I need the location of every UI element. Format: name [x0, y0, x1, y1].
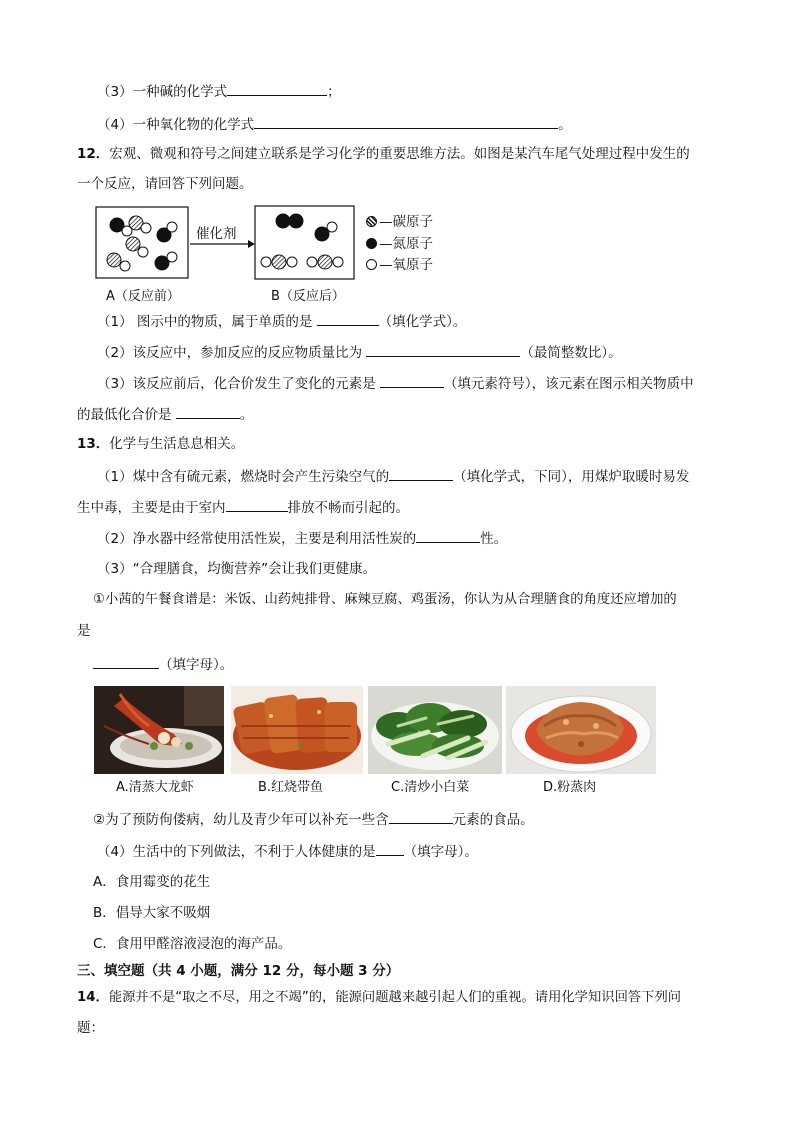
hatched-circle-icon [366, 216, 377, 227]
answer-blank[interactable] [226, 497, 288, 512]
q13-p2: ②为了预防佝偻病，幼儿及青少年可以补充一些含 元素的食品。 [93, 809, 534, 830]
answer-blank[interactable] [376, 841, 404, 856]
legend-oxygen: —氧原子 [366, 256, 433, 274]
answer-blank[interactable] [366, 342, 520, 357]
answer-blank[interactable] [416, 528, 480, 543]
section-heading: 三、填空题（共 4 小题，满分 12 分，每小题 3 分） [77, 963, 400, 979]
braised-fish-photo [231, 686, 363, 774]
food-caption-c: C.清炒小白菜 [391, 780, 470, 795]
q13-sub2: （2）净水器中经常使用活性炭，主要是利用活性炭的 性。 [97, 528, 507, 549]
q11-item4: （4）一种氧化物的化学式 。 [97, 114, 572, 135]
q13-p1: ①小茜的午餐食谱是：米饭、山药炖排骨、麻辣豆腐、鸡蛋汤，你认为从合理膳食的角度还应增加的 [93, 592, 677, 607]
lobster-photo [94, 686, 224, 774]
catalyst-label: 催化剂 [196, 226, 237, 242]
food-caption-b: B.红烧带鱼 [258, 780, 324, 795]
food-caption-a: A.清蒸大龙虾 [116, 780, 194, 795]
legend-nitrogen: —氮原子 [366, 235, 433, 253]
answer-blank[interactable] [380, 373, 444, 388]
box-a-caption: A（反应前） [106, 289, 180, 304]
q12-sub1: （1） 图示中的物质，属于单质的是 （填化学式）。 [97, 311, 466, 332]
q12-sub3: （3）该反应前后，化合价发生了变化的元素是 （填元素符号），该元素在图示相关物质中 [97, 373, 694, 394]
q13-sub1-cont: 生中毒，主要是由于室内 排放不畅而引起的。 [77, 497, 409, 518]
q14-line2: 题： [77, 1020, 104, 1036]
white-circle-icon [366, 259, 377, 270]
answer-blank[interactable] [389, 466, 453, 481]
legend-carbon: —碳原子 [366, 213, 433, 231]
q13-sub4: （4）生活中的下列做法，不利于人体健康的是 （填字母）。 [97, 841, 478, 862]
box-b-caption: B（反应后） [271, 289, 345, 304]
answer-blank[interactable] [389, 809, 453, 824]
q13-option-b: B．倡导大家不吸烟 [93, 905, 211, 921]
q12-intro-line2: 一个反应，请回答下列问题。 [77, 176, 253, 192]
q13-p1-cont: 是 [77, 623, 91, 639]
black-circle-icon [366, 238, 377, 249]
q12-sub2: （2）该反应中，参加反应的反应物质量比为 （最简整数比）。 [97, 342, 622, 363]
q13-sub1: （1）煤中含有硫元素，燃烧时会产生污染空气的 （填化学式，下同），用煤炉取暖时易发 [97, 466, 689, 487]
box-a-before [96, 207, 188, 278]
q13-option-c: C．食用甲醛溶液浸泡的海产品。 [93, 936, 292, 952]
q13-option-a: A．食用霉变的花生 [93, 874, 211, 890]
answer-blank[interactable] [317, 311, 379, 326]
q13-title: 13．化学与生活息息相关。 [77, 436, 245, 452]
answer-blank[interactable] [176, 404, 240, 419]
answer-blank[interactable] [227, 81, 327, 96]
q14-line1: 14．能源并不是“取之不尽，用之不竭”的，能源问题越来越引起人们的重视。请用化学知识回答下列问 [77, 990, 682, 1005]
q12-intro-line1: 12．宏观、微观和符号之间建立联系是学习化学的重要思维方法。如图是某汽车尾气处理过程中发生的 [77, 146, 690, 162]
q13-p1-answer: （填字母）。 [93, 654, 233, 675]
answer-blank[interactable] [93, 654, 159, 669]
answer-blank[interactable] [254, 114, 558, 129]
stir-fried-cabbage-photo [368, 686, 502, 774]
q11-item3: （3）一种碱的化学式 ； [97, 81, 341, 102]
steamed-pork-photo [506, 686, 656, 774]
box-b-after [255, 206, 354, 279]
food-caption-d: D.粉蒸肉 [543, 780, 597, 795]
q12-sub3-cont: 的最低化合价是 。 [77, 404, 253, 425]
reaction-diagram [92, 203, 362, 283]
q13-sub3: （3）“合理膳食，均衡营养”会让我们更健康。 [97, 561, 377, 577]
